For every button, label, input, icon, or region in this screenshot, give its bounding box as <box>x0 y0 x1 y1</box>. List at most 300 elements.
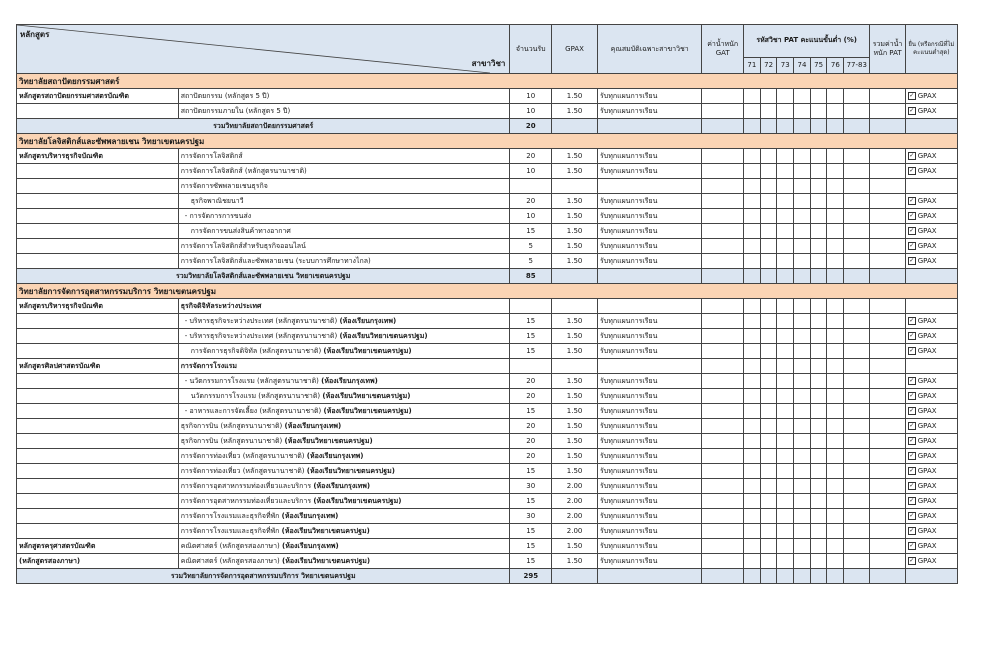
checkbox-icon[interactable]: ✓ <box>909 511 915 519</box>
major-campus: (ห้องเรียนวิทยาเขตนครปฐม) <box>282 556 371 565</box>
table-row <box>17 314 958 329</box>
score-cell <box>744 149 761 164</box>
score-cell <box>870 419 905 434</box>
total-empty-cell <box>744 119 761 134</box>
major-text: การจัดการโรงแรม <box>180 361 238 370</box>
checkbox-icon[interactable]: ✓ <box>909 91 915 99</box>
score-cell <box>827 299 844 314</box>
score-cell <box>810 509 827 524</box>
major-campus: (ห้องเรียนวิทยาเขตนครปฐม) <box>313 496 402 505</box>
gpax-check-cell <box>905 359 957 374</box>
gpax-check-cell <box>905 464 957 479</box>
score-cell <box>870 509 905 524</box>
checkbox-icon[interactable]: ✓ <box>909 496 915 504</box>
header-pat-code: 74 <box>794 57 811 73</box>
score-cell <box>794 299 811 314</box>
qualification-cell: รับทุกแผนการเรียน <box>598 329 702 344</box>
score-cell <box>794 329 811 344</box>
gpax-check-cell <box>905 164 957 179</box>
score-cell <box>777 359 794 374</box>
gpax-check-cell <box>905 479 957 494</box>
check-label: GPAX <box>917 466 937 475</box>
score-cell <box>777 524 794 539</box>
checkbox-icon[interactable]: ✓ <box>909 151 915 159</box>
score-cell <box>794 149 811 164</box>
score-cell <box>844 224 870 239</box>
check-label: GPAX <box>917 541 937 550</box>
checkbox-icon[interactable]: ✓ <box>909 391 915 399</box>
major-text: การจัดการอุตสาหกรรมท่องเที่ยวและบริการ <box>180 496 312 505</box>
qualification-cell: รับทุกแผนการเรียน <box>598 554 702 569</box>
table-row <box>17 224 958 239</box>
score-cell <box>760 179 777 194</box>
score-cell <box>844 434 870 449</box>
major-campus: (ห้องเรียนวิทยาเขตนครปฐม) <box>323 406 412 415</box>
check-label: GPAX <box>917 451 937 460</box>
header-pat-code: 75 <box>810 57 827 73</box>
total-empty-cell <box>794 569 811 584</box>
score-cell <box>870 389 905 404</box>
score-cell <box>827 524 844 539</box>
score-cell <box>844 374 870 389</box>
section-total-value: 85 <box>510 269 552 284</box>
score-cell <box>702 374 744 389</box>
qualification-cell: รับทุกแผนการเรียน <box>598 509 702 524</box>
check-label: GPAX <box>917 256 937 265</box>
header-program-major <box>17 25 510 74</box>
total-empty-cell <box>777 269 794 284</box>
score-cell <box>794 494 811 509</box>
program-cell <box>17 104 179 119</box>
total-empty-cell <box>844 569 870 584</box>
score-cell <box>777 434 794 449</box>
total-empty-cell <box>598 569 702 584</box>
score-cell <box>810 539 827 554</box>
score-cell <box>777 419 794 434</box>
score-cell <box>744 554 761 569</box>
major-campus: (ห้องเรียนกรุงเทพ) <box>282 541 339 550</box>
check-label: GPAX <box>917 511 937 520</box>
seats-cell: 15 <box>510 554 552 569</box>
major-cell <box>178 149 510 164</box>
table-row <box>17 344 958 359</box>
score-cell <box>744 329 761 344</box>
score-cell <box>744 404 761 419</box>
qualification-cell: รับทุกแผนการเรียน <box>598 539 702 554</box>
score-cell <box>702 554 744 569</box>
score-cell <box>844 299 870 314</box>
score-cell <box>794 419 811 434</box>
program-cell <box>17 224 179 239</box>
score-cell <box>744 419 761 434</box>
check-label: GPAX <box>917 331 937 340</box>
score-cell <box>794 239 811 254</box>
major-cell <box>178 494 510 509</box>
score-cell <box>777 554 794 569</box>
score-cell <box>744 164 761 179</box>
major-campus: (ห้องเรียนวิทยาเขตนครปฐม) <box>323 346 412 355</box>
score-cell <box>827 539 844 554</box>
checkbox-icon[interactable]: ✓ <box>909 256 915 264</box>
score-cell <box>702 524 744 539</box>
score-cell <box>794 554 811 569</box>
table-row <box>17 359 958 374</box>
table-row <box>17 209 958 224</box>
check-label: GPAX <box>917 196 937 205</box>
score-cell <box>844 494 870 509</box>
score-cell <box>870 344 905 359</box>
gpax-check-cell <box>905 554 957 569</box>
major-cell <box>178 419 510 434</box>
score-cell <box>777 509 794 524</box>
score-cell <box>760 419 777 434</box>
qualification-cell <box>598 359 702 374</box>
total-empty-cell <box>777 569 794 584</box>
major-cell <box>178 389 510 404</box>
total-empty-cell <box>760 119 777 134</box>
gpax-check-cell <box>905 524 957 539</box>
program-cell: (หลักสูตรสองภาษา) <box>17 554 179 569</box>
score-cell <box>827 314 844 329</box>
score-cell <box>870 479 905 494</box>
total-empty-cell <box>870 119 905 134</box>
table-row <box>17 404 958 419</box>
gpax-check-cell <box>905 449 957 464</box>
header-qualification: คุณสมบัติเฉพาะสาขาวิชา <box>598 25 702 74</box>
checkbox-icon[interactable]: ✓ <box>909 526 915 534</box>
seats-cell: 20 <box>510 194 552 209</box>
score-cell <box>844 389 870 404</box>
qualification-cell: รับทุกแผนการเรียน <box>598 164 702 179</box>
gpax-check-cell <box>905 434 957 449</box>
major-cell <box>178 314 510 329</box>
score-cell <box>827 254 844 269</box>
score-cell <box>794 224 811 239</box>
score-cell <box>794 314 811 329</box>
score-cell <box>702 239 744 254</box>
program-cell: หลักสูตรศิลปศาสตรบัณฑิต <box>17 359 179 374</box>
major-cell <box>178 209 510 224</box>
score-cell <box>794 374 811 389</box>
score-cell <box>844 314 870 329</box>
seats-cell: 5 <box>510 254 552 269</box>
seats-cell <box>510 359 552 374</box>
section-total-row <box>17 119 958 134</box>
program-cell <box>17 434 179 449</box>
seats-cell: 15 <box>510 464 552 479</box>
score-cell <box>744 539 761 554</box>
major-cell <box>178 524 510 539</box>
score-cell <box>827 449 844 464</box>
score-cell <box>760 404 777 419</box>
major-cell <box>178 329 510 344</box>
program-cell <box>17 374 179 389</box>
gpax-cell: 1.50 <box>552 194 598 209</box>
total-empty-cell <box>702 269 744 284</box>
program-cell <box>17 329 179 344</box>
table-row <box>17 254 958 269</box>
gpax-cell: 1.50 <box>552 539 598 554</box>
major-cell <box>178 104 510 119</box>
score-cell <box>760 329 777 344</box>
table-row <box>17 434 958 449</box>
gpax-cell: 1.50 <box>552 344 598 359</box>
check-label: GPAX <box>917 391 937 400</box>
gpax-check-cell <box>905 179 957 194</box>
checkbox-icon[interactable]: ✓ <box>909 466 915 474</box>
qualification-cell <box>598 299 702 314</box>
score-cell <box>760 239 777 254</box>
score-cell <box>827 434 844 449</box>
score-cell <box>744 449 761 464</box>
score-cell <box>702 104 744 119</box>
score-cell <box>760 254 777 269</box>
score-cell <box>702 149 744 164</box>
checkbox-icon[interactable]: ✓ <box>909 331 915 339</box>
seats-cell: 20 <box>510 419 552 434</box>
total-empty-cell <box>552 269 598 284</box>
score-cell <box>810 104 827 119</box>
checkbox-icon[interactable]: ✓ <box>909 106 915 114</box>
score-cell <box>777 344 794 359</box>
seats-cell: 5 <box>510 239 552 254</box>
score-cell <box>827 149 844 164</box>
score-cell <box>794 344 811 359</box>
major-cell <box>178 554 510 569</box>
score-cell <box>744 389 761 404</box>
program-cell <box>17 449 179 464</box>
score-cell <box>777 164 794 179</box>
seats-cell <box>510 299 552 314</box>
table-row <box>17 479 958 494</box>
major-cell <box>178 179 510 194</box>
program-cell <box>17 314 179 329</box>
gpax-cell: 1.50 <box>552 104 598 119</box>
score-cell <box>777 539 794 554</box>
score-cell <box>844 164 870 179</box>
section-total-row <box>17 269 958 284</box>
score-cell <box>870 404 905 419</box>
qualification-cell: รับทุกแผนการเรียน <box>598 464 702 479</box>
seats-cell: 15 <box>510 224 552 239</box>
checkbox-icon[interactable]: ✓ <box>909 541 915 549</box>
score-cell <box>870 194 905 209</box>
score-cell <box>870 524 905 539</box>
seats-cell: 10 <box>510 104 552 119</box>
score-cell <box>777 374 794 389</box>
major-campus: (ห้องเรียนวิทยาเขตนครปฐม) <box>322 391 411 400</box>
seats-cell: 20 <box>510 434 552 449</box>
qualification-cell: รับทุกแผนการเรียน <box>598 434 702 449</box>
program-cell <box>17 404 179 419</box>
checkbox-icon[interactable]: ✓ <box>909 316 915 324</box>
score-cell <box>844 89 870 104</box>
qualification-cell: รับทุกแผนการเรียน <box>598 524 702 539</box>
score-cell <box>777 299 794 314</box>
table-row <box>17 299 958 314</box>
score-cell <box>777 404 794 419</box>
seats-cell: 20 <box>510 389 552 404</box>
program-cell <box>17 254 179 269</box>
section-header-row <box>17 134 958 149</box>
checkbox-icon[interactable]: ✓ <box>909 241 915 249</box>
major-cell <box>178 344 510 359</box>
gpax-check-cell <box>905 389 957 404</box>
score-cell <box>760 434 777 449</box>
score-cell <box>760 539 777 554</box>
checkbox-icon[interactable]: ✓ <box>909 421 915 429</box>
score-cell <box>777 329 794 344</box>
score-cell <box>844 239 870 254</box>
gpax-check-cell <box>905 149 957 164</box>
header-pat-code: 77-83 <box>844 57 870 73</box>
qualification-cell: รับทุกแผนการเรียน <box>598 344 702 359</box>
header-program: หลักสูตร <box>20 30 50 39</box>
qualification-cell: รับทุกแผนการเรียน <box>598 149 702 164</box>
checkbox-icon[interactable]: ✓ <box>909 211 915 219</box>
program-cell <box>17 194 179 209</box>
score-cell <box>744 464 761 479</box>
score-cell <box>760 209 777 224</box>
score-cell <box>702 359 744 374</box>
checkbox-icon[interactable]: ✓ <box>909 436 915 444</box>
program-cell <box>17 344 179 359</box>
score-cell <box>810 479 827 494</box>
checkbox-icon[interactable]: ✓ <box>909 451 915 459</box>
qualification-cell: รับทุกแผนการเรียน <box>598 389 702 404</box>
score-cell <box>810 524 827 539</box>
checkbox-icon[interactable]: ✓ <box>909 406 915 414</box>
score-cell <box>827 224 844 239</box>
check-label: GPAX <box>917 241 937 250</box>
score-cell <box>844 209 870 224</box>
program-cell <box>17 239 179 254</box>
score-cell <box>810 164 827 179</box>
qualification-cell: รับทุกแผนการเรียน <box>598 224 702 239</box>
checkbox-icon[interactable]: ✓ <box>909 376 915 384</box>
major-text: คณิตศาสตร์ (หลักสูตรสองภาษา) <box>180 541 280 550</box>
check-label: GPAX <box>917 496 937 505</box>
gpax-cell <box>552 299 598 314</box>
score-cell <box>827 464 844 479</box>
major-cell <box>178 449 510 464</box>
header-note: ยื่น (หรือกรณีที่ไม่คะแนนต่ำสุด) <box>905 25 957 74</box>
score-cell <box>870 374 905 389</box>
header-pat-code: 73 <box>777 57 794 73</box>
score-cell <box>760 374 777 389</box>
major-cell <box>178 509 510 524</box>
score-cell <box>870 449 905 464</box>
section-total-label: รวมวิทยาลัยการจัดการอุตสาหกรรมบริการ วิทยาเขตนครปฐม <box>17 569 510 584</box>
score-cell <box>744 209 761 224</box>
score-cell <box>810 209 827 224</box>
score-cell <box>702 539 744 554</box>
score-cell <box>760 389 777 404</box>
gpax-check-cell <box>905 419 957 434</box>
seats-cell: 15 <box>510 404 552 419</box>
check-label: GPAX <box>917 376 937 385</box>
score-cell <box>870 314 905 329</box>
program-cell <box>17 389 179 404</box>
score-cell <box>702 224 744 239</box>
score-cell <box>844 359 870 374</box>
score-cell <box>810 374 827 389</box>
score-cell <box>794 539 811 554</box>
check-label: GPAX <box>917 421 937 430</box>
table-row <box>17 179 958 194</box>
header-seats: จำนวนรับ <box>510 25 552 74</box>
major-cell <box>178 359 510 374</box>
gpax-check-cell <box>905 89 957 104</box>
major-cell <box>178 374 510 389</box>
major-text: ธุรกิจพาณิชยนาวี <box>190 196 244 205</box>
major-text: การจัดการซัพพลายเชนธุรกิจ <box>180 181 268 190</box>
score-cell <box>760 449 777 464</box>
score-cell <box>827 89 844 104</box>
major-text: การจัดการโลจิสติกส์ (หลักสูตรนานาชาติ) <box>180 166 307 175</box>
major-text: การจัดการโลจิสติกส์สำหรับธุรกิจออนไลน์ <box>180 241 306 250</box>
checkbox-icon[interactable]: ✓ <box>909 481 915 489</box>
score-cell <box>744 254 761 269</box>
table-row <box>17 524 958 539</box>
admission-table <box>16 24 958 584</box>
score-cell <box>794 509 811 524</box>
gpax-check-cell <box>905 539 957 554</box>
checkbox-icon[interactable]: ✓ <box>909 346 915 354</box>
score-cell <box>777 389 794 404</box>
total-empty-cell <box>552 569 598 584</box>
score-cell <box>827 419 844 434</box>
score-cell <box>777 494 794 509</box>
qualification-cell: รับทุกแผนการเรียน <box>598 239 702 254</box>
score-cell <box>827 239 844 254</box>
score-cell <box>794 524 811 539</box>
major-cell <box>178 434 510 449</box>
checkbox-icon[interactable]: ✓ <box>909 556 915 564</box>
score-cell <box>810 464 827 479</box>
gpax-check-cell <box>905 494 957 509</box>
section-header-row <box>17 284 958 299</box>
table-row <box>17 554 958 569</box>
major-cell <box>178 239 510 254</box>
seats-cell <box>510 179 552 194</box>
gpax-check-cell <box>905 254 957 269</box>
score-cell <box>844 509 870 524</box>
gpax-check-cell <box>905 194 957 209</box>
gpax-cell: 1.50 <box>552 464 598 479</box>
score-cell <box>777 209 794 224</box>
checkbox-icon[interactable]: ✓ <box>909 226 915 234</box>
qualification-cell: รับทุกแผนการเรียน <box>598 374 702 389</box>
gpax-cell: 1.50 <box>552 209 598 224</box>
gpax-cell: 1.50 <box>552 389 598 404</box>
header-gpax: GPAX <box>552 25 598 74</box>
score-cell <box>794 434 811 449</box>
gpax-check-cell <box>905 209 957 224</box>
score-cell <box>870 104 905 119</box>
score-cell <box>744 89 761 104</box>
program-cell: หลักสูตรบริหารธุรกิจบัณฑิต <box>17 299 179 314</box>
score-cell <box>702 509 744 524</box>
table-row <box>17 149 958 164</box>
major-campus: (ห้องเรียนกรุงเทพ) <box>284 421 342 430</box>
checkbox-icon[interactable]: ✓ <box>909 166 915 174</box>
checkbox-icon[interactable]: ✓ <box>909 196 915 204</box>
major-cell <box>178 89 510 104</box>
score-cell <box>760 344 777 359</box>
program-cell: หลักสูตรบริหารธุรกิจบัณฑิต <box>17 149 179 164</box>
score-cell <box>777 239 794 254</box>
